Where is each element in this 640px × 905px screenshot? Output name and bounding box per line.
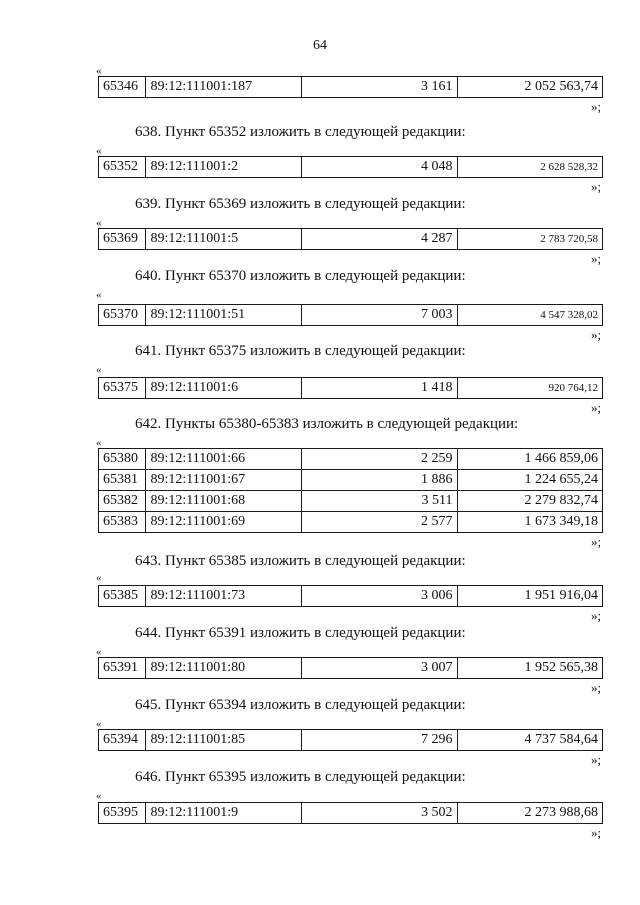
amendment-heading: 639. Пункт 65369 изложить в следующей редакции: (135, 196, 466, 212)
cadastral-number-cell: 89:12:111001:67 (146, 470, 302, 491)
area-cell: 4 287 (302, 229, 458, 250)
table-row (99, 305, 603, 326)
cadastral-number-cell: 89:12:111001:66 (146, 449, 302, 470)
land-plot-table (98, 228, 603, 250)
table-row (99, 157, 603, 178)
cadastral-number-cell: 89:12:111001:73 (146, 586, 302, 607)
amendment-heading: 643. Пункт 65385 изложить в следующей редакции: (135, 553, 466, 569)
cadastral-value-cell: 1 224 655,24 (457, 470, 602, 491)
cadastral-value-cell: 1 673 349,18 (457, 512, 602, 533)
area-cell: 3 502 (302, 803, 458, 824)
table-row (99, 658, 603, 679)
page-number: 64 (313, 38, 327, 53)
cadastral-value-cell: 1 952 565,38 (457, 658, 602, 679)
land-plot-table (98, 76, 603, 98)
table-row (99, 378, 603, 399)
item-number-cell: 65346 (99, 77, 146, 98)
land-plot-table (98, 729, 603, 751)
cadastral-value-cell: 1 951 916,04 (457, 586, 602, 607)
item-number-cell: 65369 (99, 229, 146, 250)
area-cell: 3 006 (302, 586, 458, 607)
cadastral-value-cell: 1 466 859,06 (457, 449, 602, 470)
opening-quote: « (96, 646, 102, 658)
land-plot-table (98, 304, 603, 326)
area-cell: 3 511 (302, 491, 458, 512)
opening-quote: « (96, 65, 102, 77)
item-number-cell: 65383 (99, 512, 146, 533)
closing-quote: »; (591, 608, 602, 623)
area-cell: 1 418 (302, 378, 458, 399)
item-number-cell: 65391 (99, 658, 146, 679)
opening-quote: « (96, 145, 102, 157)
cadastral-number-cell: 89:12:111001:85 (146, 730, 302, 751)
item-number-cell: 65380 (99, 449, 146, 470)
cadastral-value-cell: 4 737 584,64 (457, 730, 602, 751)
opening-quote: « (96, 790, 102, 802)
area-cell: 3 007 (302, 658, 458, 679)
table-row (99, 470, 603, 491)
table-row (99, 586, 603, 607)
opening-quote: « (96, 437, 102, 449)
item-number-cell: 65352 (99, 157, 146, 178)
land-plot-table (98, 657, 603, 679)
cadastral-number-cell: 89:12:111001:2 (146, 157, 302, 178)
cadastral-value-cell: 2 273 988,68 (457, 803, 602, 824)
land-plot-table (98, 448, 603, 533)
item-number-cell: 65385 (99, 586, 146, 607)
cadastral-number-cell: 89:12:111001:69 (146, 512, 302, 533)
area-cell: 2 577 (302, 512, 458, 533)
item-number-cell: 65395 (99, 803, 146, 824)
table-row (99, 449, 603, 470)
table-row (99, 730, 603, 751)
opening-quote: « (96, 572, 102, 584)
cadastral-value-cell: 2 279 832,74 (457, 491, 602, 512)
cadastral-number-cell: 89:12:111001:5 (146, 229, 302, 250)
area-cell: 3 161 (302, 77, 458, 98)
land-plot-table (98, 156, 603, 178)
land-plot-table (98, 802, 603, 824)
amendment-heading: 644. Пункт 65391 изложить в следующей редакции: (135, 625, 466, 641)
opening-quote: « (96, 289, 102, 301)
cadastral-value-cell: 4 547 328,02 (457, 305, 602, 326)
cadastral-value-cell: 2 052 563,74 (457, 77, 602, 98)
land-plot-table (98, 585, 603, 607)
table-row (99, 491, 603, 512)
cadastral-number-cell: 89:12:111001:6 (146, 378, 302, 399)
amendment-heading: 641. Пункт 65375 изложить в следующей редакции: (135, 343, 466, 359)
opening-quote: « (96, 217, 102, 229)
item-number-cell: 65381 (99, 470, 146, 491)
cadastral-value-cell: 2 783 720,58 (457, 229, 602, 250)
cadastral-number-cell: 89:12:111001:80 (146, 658, 302, 679)
closing-quote: »; (591, 99, 602, 114)
area-cell: 7 296 (302, 730, 458, 751)
amendment-heading: 638. Пункт 65352 изложить в следующей редакции: (135, 124, 466, 140)
item-number-cell: 65375 (99, 378, 146, 399)
cadastral-number-cell: 89:12:111001:68 (146, 491, 302, 512)
amendment-heading: 642. Пункты 65380-65383 изложить в следующей редакции: (135, 416, 519, 432)
opening-quote: « (96, 364, 102, 376)
cadastral-number-cell: 89:12:111001:9 (146, 803, 302, 824)
table-row (99, 229, 603, 250)
amendment-heading: 645. Пункт 65394 изложить в следующей редакции: (135, 697, 466, 713)
area-cell: 7 003 (302, 305, 458, 326)
cadastral-value-cell: 920 764,12 (457, 378, 602, 399)
amendment-heading: 646. Пункт 65395 изложить в следующей редакции: (135, 769, 466, 785)
closing-quote: »; (591, 680, 602, 695)
closing-quote: »; (591, 251, 602, 266)
table-row (99, 77, 603, 98)
opening-quote: « (96, 718, 102, 730)
table-row (99, 512, 603, 533)
area-cell: 2 259 (302, 449, 458, 470)
closing-quote: »; (591, 752, 602, 767)
amendment-heading: 640. Пункт 65370 изложить в следующей редакции: (135, 268, 466, 284)
area-cell: 1 886 (302, 470, 458, 491)
closing-quote: »; (591, 327, 602, 342)
item-number-cell: 65382 (99, 491, 146, 512)
closing-quote: »; (591, 179, 602, 194)
item-number-cell: 65370 (99, 305, 146, 326)
closing-quote: »; (591, 534, 602, 549)
cadastral-value-cell: 2 628 528,32 (457, 157, 602, 178)
cadastral-number-cell: 89:12:111001:187 (146, 77, 302, 98)
closing-quote: »; (591, 825, 602, 840)
table-row (99, 803, 603, 824)
closing-quote: »; (591, 400, 602, 415)
cadastral-number-cell: 89:12:111001:51 (146, 305, 302, 326)
area-cell: 4 048 (302, 157, 458, 178)
item-number-cell: 65394 (99, 730, 146, 751)
land-plot-table (98, 377, 603, 399)
